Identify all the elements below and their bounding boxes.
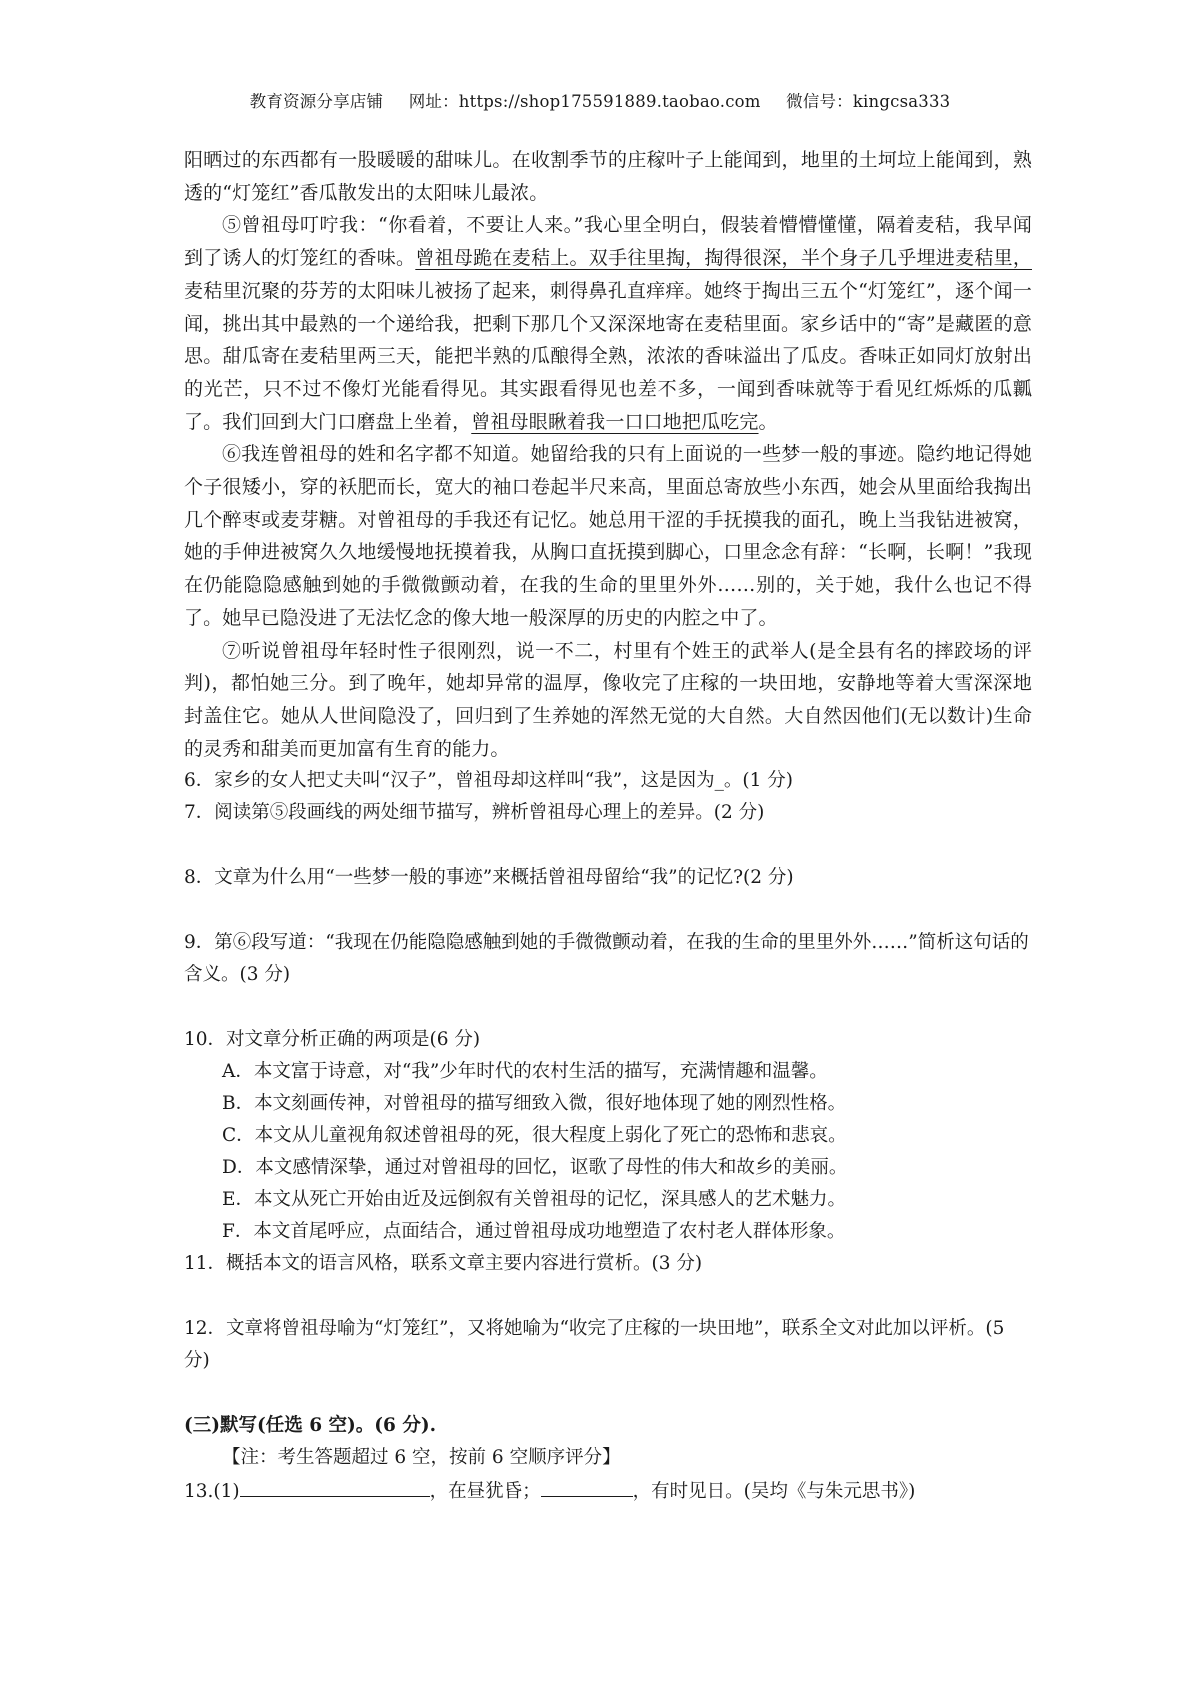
answer-space xyxy=(184,1280,1032,1313)
q13-prefix: 13.(1) xyxy=(184,1481,240,1503)
q13-blank-1[interactable] xyxy=(240,1474,430,1497)
question-7: 7．阅读第⑤段画线的两处细节描写，辨析曾祖母心理上的差异。(2 分) xyxy=(184,802,765,824)
answer-space xyxy=(184,894,1032,927)
passage-paragraph-7: ⑦听说曾祖母年轻时性子很刚烈，说一不二，村里有个姓王的武举人(是全县有名的摔跤场的评判)，都怕她三分。到了晚年，她却异常的温厚，像收完了庄稼的一块田地，安静地等着大雪深深地封盖住它。她从人世间隐没了，回归到了生养她的浑然无觉的大自然。大自然因他们(无以数计)生命的灵秀和甜美而更加富有生育的能力。 xyxy=(184,639,1032,760)
q10-option-e: E．本文从死亡开始由近及远倒叙有关曾祖母的记忆，深具感人的艺术魅力。 xyxy=(222,1189,847,1211)
question-9: 9．第⑥段写道：“我现在仍能隐隐感触到她的手微微颤动着，在我的生命的里里外外……”简析这句话的含义。(3 分) xyxy=(184,932,1029,986)
passage-paragraph-6: ⑥我连曾祖母的姓和名字都不知道。她留给我的只有上面说的一些梦一般的事迹。隐约地记得她个子很矮小，穿的袄肥而长，宽大的袖口卷起半尺来高，里面总寄放些小东西，她会从里面给我掏出几个醉枣或麦芽糖。对曾祖母的手我还有记忆。她总用干涩的手抚摸我的面孔，晚上当我钻进被窝，她的手伸进被窝久久地缓慢地抚摸着我，从胸口直抚摸到脚心，口里念念有辞：“长啊，长啊！”我现在仍能隐隐感触到她的手微微颤动着，在我的生命的里里外外……别的，关于她，我什么也记不得了。她早已隐没进了无法忆念的像大地一般深厚的历史的内腔之中了。 xyxy=(184,443,1032,629)
question-13 xyxy=(184,1474,1032,1508)
question-10: 10．对文章分析正确的两项是(6 分) xyxy=(184,1029,481,1051)
answer-space xyxy=(184,829,1032,862)
q13-blank-2[interactable] xyxy=(541,1474,633,1497)
header-shop: 教育资源分享店铺 xyxy=(249,92,384,111)
section-3-note: 【注：考生答题超过 6 空，按前 6 空顺序评分】 xyxy=(222,1447,621,1469)
passage-paragraph-intro: 阳晒过的东西都有一股暖暖的甜味儿。在收割季节的庄稼叶子上能闻到，地里的土坷垃上能闻到，熟透的“灯笼红”香瓜散发出的太阳味儿最浓。 xyxy=(184,149,1032,204)
page-header xyxy=(0,88,1200,112)
p5-underlined-detail-2: 曾祖母眼瞅着我一口口地把瓜吃完 xyxy=(471,410,759,433)
q13-text-1: ，在昼犹昏； xyxy=(429,1481,541,1503)
p5-text-c: 。 xyxy=(758,410,778,433)
q10-option-c: C．本文从儿童视角叙述曾祖母的死，很大程度上弱化了死亡的恐怖和悲哀。 xyxy=(222,1125,847,1147)
q10-option-d: D．本文感情深挚，通过对曾祖母的回忆，讴歌了母性的伟大和故乡的美丽。 xyxy=(222,1157,848,1179)
header-wechat: 微信号：kingcsa333 xyxy=(786,92,951,111)
answer-space xyxy=(184,1377,1032,1410)
passage-paragraph-5 xyxy=(184,209,1032,438)
document-body xyxy=(184,144,1032,1508)
section-3-title: (三)默写(任选 6 空)。(6 分). xyxy=(184,1415,437,1437)
header-url: 网址：https://shop175591889.taobao.com xyxy=(408,92,761,111)
q10-option-a: A．本文富于诗意，对“我”少年时代的农村生活的描写，充满情趣和温馨。 xyxy=(222,1061,828,1083)
p5-text-a: ⑤曾祖母叮咛我：“你看着，不要让人来。”我心里全明白，假装着懵懵懂懂，隔着麦秸，我早闻到了诱人的灯笼红的香味。 xyxy=(184,214,1032,270)
q13-text-2: ，有时见日。(吴均《与朱元思书》) xyxy=(632,1481,916,1503)
q10-option-b: B．本文刻画传神，对曾祖母的描写细致入微，很好地体现了她的刚烈性格。 xyxy=(222,1093,847,1115)
question-6: 6．家乡的女人把丈夫叫“汉子”，曾祖母却这样叫“我”，这是因为_。(1 分) xyxy=(184,770,793,792)
p5-underlined-detail-1: 曾祖母跪在麦秸上。双手往里掏，掏得很深，半个身子几乎埋进麦秸里， xyxy=(415,247,1032,270)
question-12: 12．文章将曾祖母喻为“灯笼红”，又将她喻为“收完了庄稼的一块田地”，联系全文对此加以评析。(5 分) xyxy=(184,1318,1005,1372)
question-8: 8．文章为什么用“一些梦一般的事迹”来概括曾祖母留给“我”的记忆?(2 分) xyxy=(184,867,794,889)
q10-option-f: F．本文首尾呼应，点面结合，通过曾祖母成功地塑造了农村老人群体形象。 xyxy=(222,1221,846,1243)
answer-space xyxy=(184,991,1032,1024)
question-11: 11．概括本文的语言风格，联系文章主要内容进行赏析。(3 分) xyxy=(184,1253,703,1275)
p5-text-b: 麦秸里沉聚的芬芳的太阳味儿被扬了起来，刺得鼻孔直痒痒。她终于掏出三五个“灯笼红”，逐个闻一闻，挑出其中最熟的一个递给我，把剩下那几个又深深地寄在麦秸里面。家乡话中的“寄”是藏匿的意思。甜瓜寄在麦秸里两三天，能把半熟的瓜酿得全熟，浓浓的香味溢出了瓜皮。香味正如同灯放射出的光芒，只不过不像灯光能看得见。其实跟看得见也差不多，一闻到香味就等于看见红烁烁的瓜瓤了。我们回到大门口磨盘上坐着， xyxy=(184,279,1032,433)
